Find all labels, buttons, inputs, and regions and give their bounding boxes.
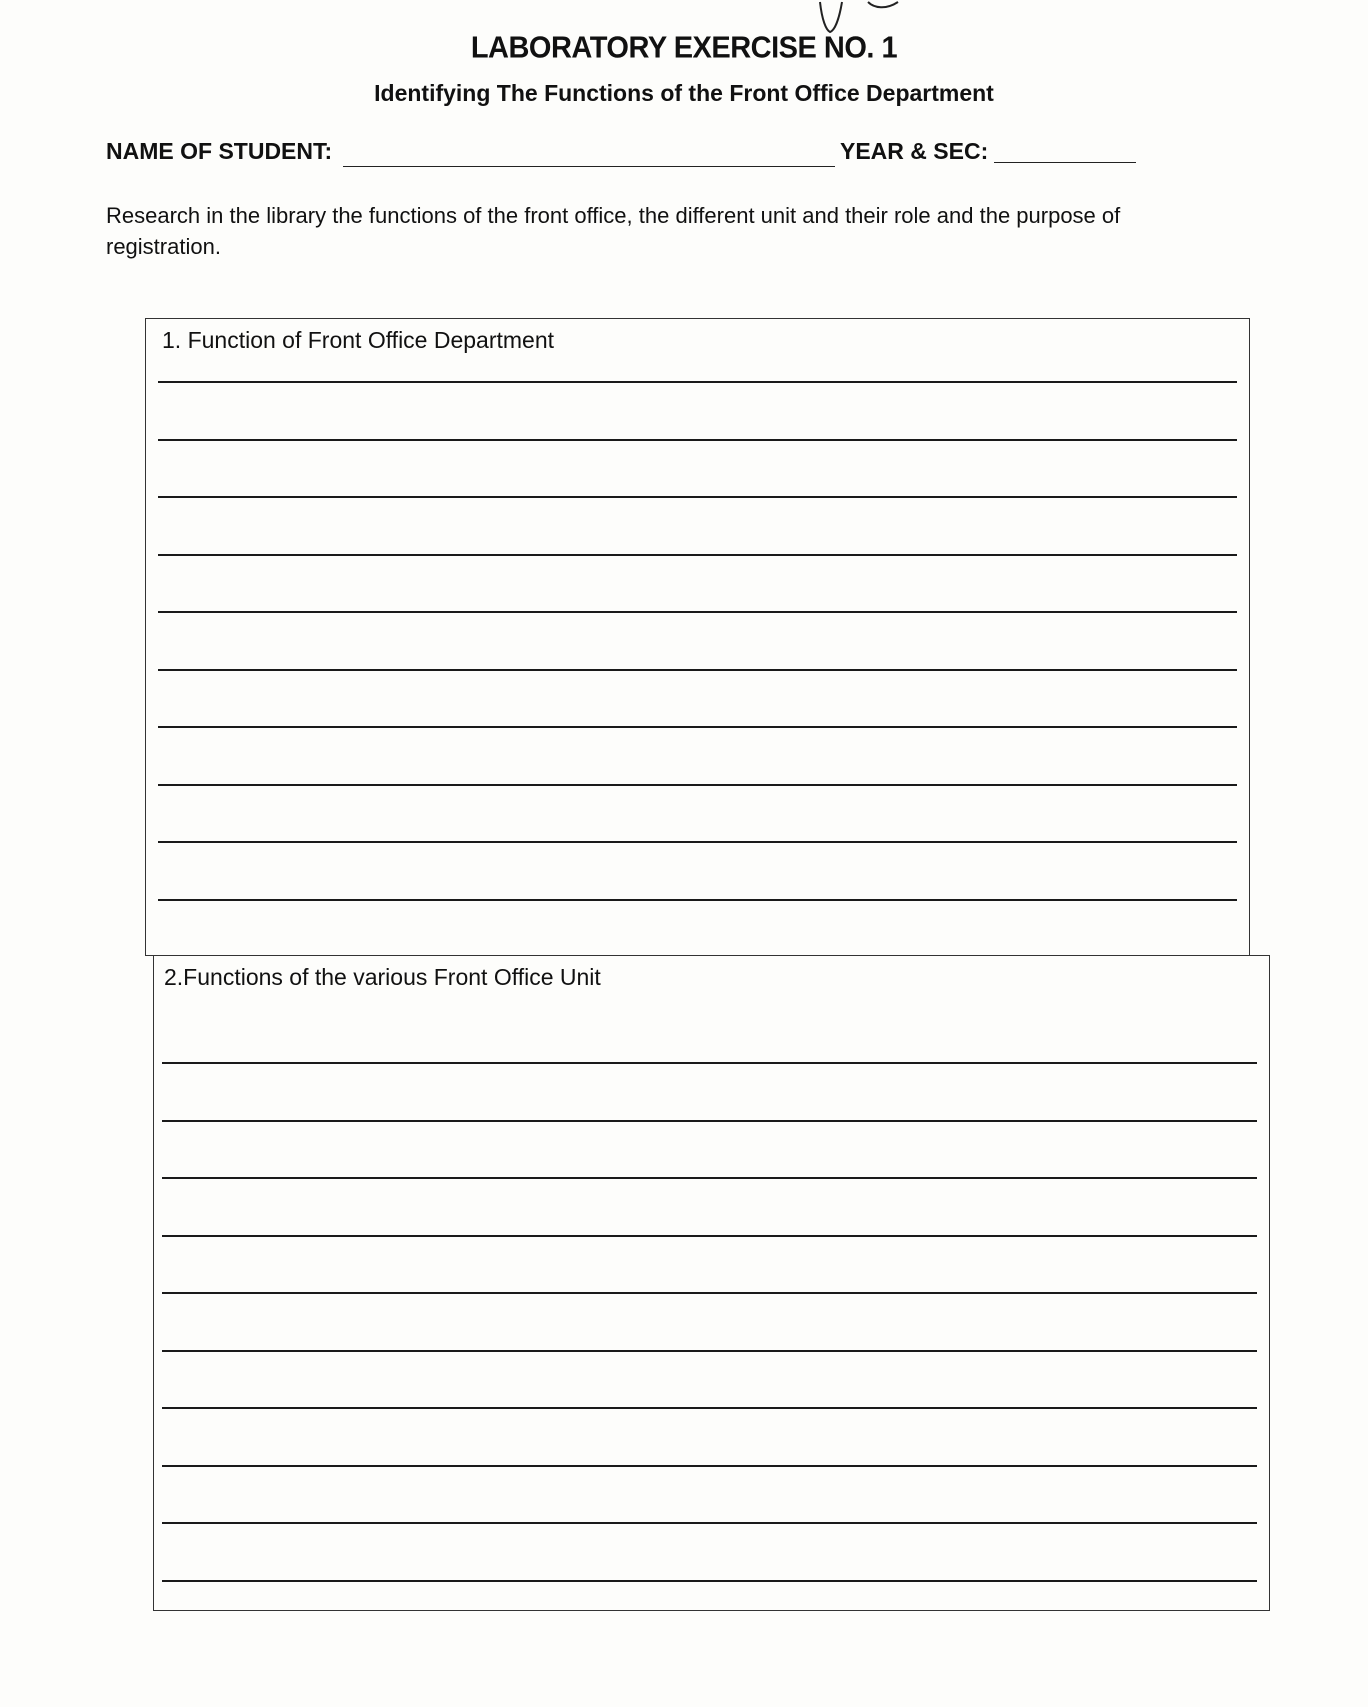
answer-line[interactable] — [158, 381, 1237, 383]
answer-line[interactable] — [162, 1120, 1257, 1122]
year-section-label: YEAR & SEC: — [840, 138, 989, 164]
answer-line[interactable] — [162, 1062, 1257, 1064]
section-1-box — [145, 318, 1250, 956]
answer-line[interactable] — [158, 899, 1237, 901]
page-subtitle: Identifying The Functions of the Front Office Department — [374, 80, 994, 106]
answer-line[interactable] — [162, 1465, 1257, 1467]
answer-line[interactable] — [162, 1235, 1257, 1237]
page-title: LABORATORY EXERCISE NO. 1 — [470, 31, 898, 65]
answer-line[interactable] — [158, 439, 1237, 441]
section-2-box — [153, 955, 1270, 1611]
answer-line[interactable] — [158, 784, 1237, 786]
answer-line[interactable] — [162, 1292, 1257, 1294]
answer-line[interactable] — [158, 554, 1237, 556]
student-name-field[interactable] — [343, 166, 835, 167]
answer-line[interactable] — [162, 1407, 1257, 1409]
answer-line[interactable] — [158, 611, 1237, 613]
answer-line[interactable] — [162, 1350, 1257, 1352]
instructions-text: Research in the library the functions of the front office, the different unit and their role and the purpose of registration. — [106, 203, 1121, 259]
answer-line[interactable] — [162, 1177, 1257, 1179]
answer-line[interactable] — [162, 1580, 1257, 1582]
year-section-field[interactable] — [994, 162, 1136, 163]
answer-line[interactable] — [158, 841, 1237, 843]
answer-line[interactable] — [158, 726, 1237, 728]
section-1-heading: 1. Function of Front Office Department — [162, 327, 555, 353]
answer-line[interactable] — [158, 669, 1237, 671]
student-name-label: NAME OF STUDENT: — [106, 138, 333, 164]
answer-line[interactable] — [158, 496, 1237, 498]
section-2-heading: 2.Functions of the various Front Office Unit — [164, 964, 601, 990]
answer-line[interactable] — [162, 1522, 1257, 1524]
